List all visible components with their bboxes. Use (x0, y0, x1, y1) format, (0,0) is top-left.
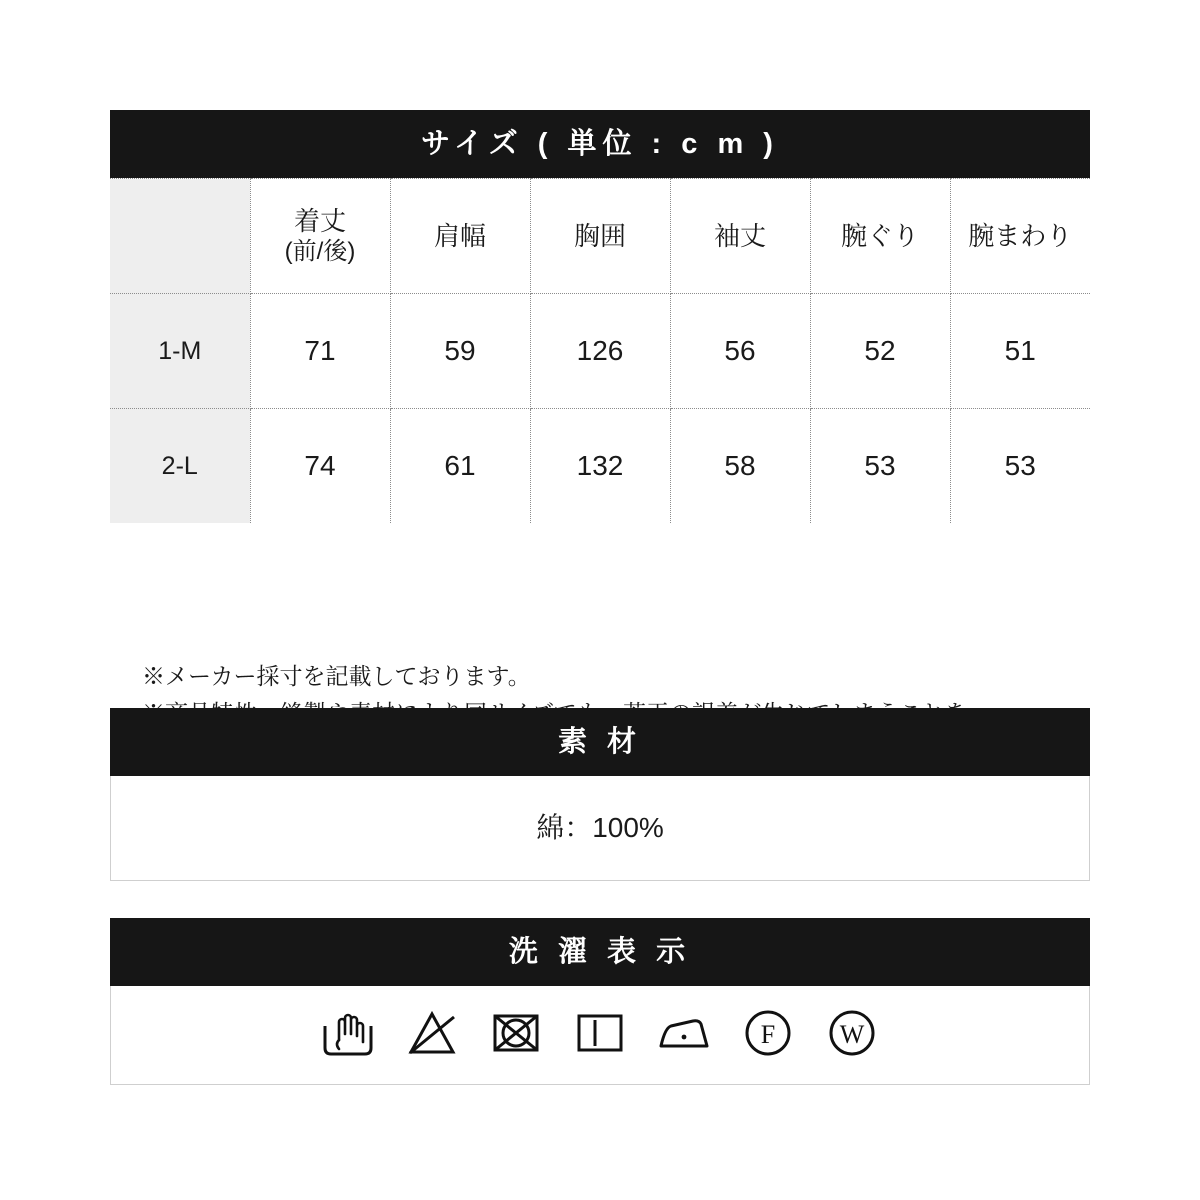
size-table-head (110, 179, 1090, 294)
material-section (110, 708, 1090, 881)
no-tumble-dry-icon (487, 1004, 545, 1067)
column-header-length-label: 着丈 (293, 205, 346, 236)
table-header-row (110, 179, 1090, 294)
column-header-length (250, 179, 390, 294)
table-row (110, 409, 1090, 524)
cell-m-armhole: 52 (810, 294, 950, 409)
care-section-title: 洗 濯 表 示 (110, 918, 1090, 986)
row-header-size-l: 2-L (110, 409, 250, 524)
material-value: 綿：100% (110, 776, 1090, 881)
cell-l-armhole: 53 (810, 409, 950, 524)
column-header-chest: 胸囲 (530, 179, 670, 294)
iron-low-icon (655, 1004, 713, 1067)
column-header-armhole: 腕ぐり (810, 179, 950, 294)
cell-l-chest: 132 (530, 409, 670, 524)
column-header-length-sub: (前/後) (284, 238, 356, 266)
size-table-corner-cell (110, 179, 250, 294)
cell-m-chest: 126 (530, 294, 670, 409)
size-section-title: サイズ ( 単位 : c m ) (110, 110, 1090, 178)
note-line-1: ※メーカー採寸を記載しております。 (142, 663, 531, 689)
cell-m-arm-circumference: 51 (950, 294, 1090, 409)
svg-text:W: W (839, 1019, 865, 1049)
column-header-arm-circumference: 腕まわり (950, 179, 1090, 294)
column-header-shoulder: 肩幅 (390, 179, 530, 294)
cell-l-length: 74 (250, 409, 390, 524)
size-table (110, 178, 1090, 523)
svg-text:F: F (760, 1019, 776, 1049)
size-section (110, 110, 1090, 523)
material-section-title: 素 材 (110, 708, 1090, 776)
care-section (110, 918, 1090, 1085)
cell-m-length: 71 (250, 294, 390, 409)
cell-l-shoulder: 61 (390, 409, 530, 524)
drip-dry-hanging-icon (571, 1004, 629, 1067)
wet-clean-w-icon (823, 1004, 881, 1067)
cell-l-sleeve: 58 (670, 409, 810, 524)
size-table-body (110, 294, 1090, 524)
dry-clean-f-icon (739, 1004, 797, 1067)
row-header-size-m: 1-M (110, 294, 250, 409)
hand-wash-icon (319, 1004, 377, 1067)
care-icon-row (110, 986, 1090, 1085)
cell-m-sleeve: 56 (670, 294, 810, 409)
cell-l-arm-circumference: 53 (950, 409, 1090, 524)
table-row (110, 294, 1090, 409)
cell-m-shoulder: 59 (390, 294, 530, 409)
column-header-sleeve: 袖丈 (670, 179, 810, 294)
no-bleach-icon (403, 1004, 461, 1067)
